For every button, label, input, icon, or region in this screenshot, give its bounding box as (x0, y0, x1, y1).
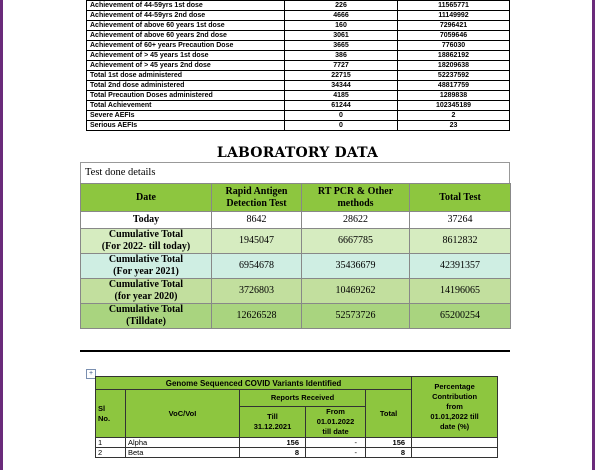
genome-cell-name: Beta (126, 448, 240, 458)
vaccination-label: Total 1st dose administered (87, 71, 285, 81)
vaccination-cumulative: 776030 (398, 41, 510, 51)
genome-cell-till: 156 (240, 438, 306, 448)
lab-header-rtpcr: RT PCR & Other methods (302, 184, 410, 212)
genome-row-alpha (96, 438, 498, 448)
lab-row-tilldate (81, 304, 511, 329)
vaccination-today: 34344 (285, 81, 398, 91)
expand-plus-icon[interactable]: + (86, 369, 96, 379)
genome-cell-total: 156 (366, 438, 412, 448)
laboratory-data-title: LABORATORY DATA (216, 145, 379, 161)
vaccination-cumulative: 7296421 (398, 21, 510, 31)
vaccination-today: 22715 (285, 71, 398, 81)
vaccination-row (87, 71, 510, 81)
genome-row-beta (96, 448, 498, 458)
vaccination-today: 386 (285, 51, 398, 61)
lab-cell-rapid: 8642 (212, 212, 302, 229)
lab-caption: Test done details (80, 162, 510, 183)
vaccination-label: Achievement of 44-59yrs 2nd dose (87, 11, 285, 21)
vaccination-cumulative: 48817759 (398, 81, 510, 91)
vaccination-row (87, 101, 510, 111)
genome-cell-from: - (306, 448, 366, 458)
vaccination-cumulative: 18862192 (398, 51, 510, 61)
genome-cell-pct (412, 438, 498, 448)
vaccination-today: 160 (285, 21, 398, 31)
vaccination-row (87, 41, 510, 51)
lab-cell-rtpcr: 28622 (302, 212, 410, 229)
page-border-left (0, 0, 3, 470)
lab-cell-rtpcr: 52573726 (302, 304, 410, 329)
vaccination-row (87, 21, 510, 31)
vaccination-cumulative: 11565771 (398, 1, 510, 11)
vaccination-row (87, 11, 510, 21)
vaccination-label: Total 2nd dose administered (87, 81, 285, 91)
lab-row-label: Cumulative Total (For year 2021) (81, 254, 212, 279)
lab-cell-total: 14196065 (410, 279, 511, 304)
vaccination-label: Total Precaution Doses administered (87, 91, 285, 101)
genome-cell-sl: 1 (96, 438, 126, 448)
lab-cell-rapid: 1945047 (212, 229, 302, 254)
lab-bottom-rule (80, 350, 510, 352)
vaccination-label: Achievement of above 60 years 2nd dose (87, 31, 285, 41)
vaccination-today: 61244 (285, 101, 398, 111)
vaccination-cumulative: 18209638 (398, 61, 510, 71)
lab-row-2021 (81, 254, 511, 279)
vaccination-today: 4185 (285, 91, 398, 101)
vaccination-cumulative: 102345189 (398, 101, 510, 111)
lab-cell-rapid: 6954678 (212, 254, 302, 279)
vaccination-cumulative: 11149992 (398, 11, 510, 21)
genome-title: Genome Sequenced COVID Variants Identified (96, 377, 412, 390)
genome-title-row (96, 377, 498, 390)
genome-header-pct: Percentage Contribution from 01.01,2022 till date (%) (412, 377, 498, 438)
vaccination-today: 3061 (285, 31, 398, 41)
lab-row-label: Cumulative Total (For 2022- till today) (81, 229, 212, 254)
vaccination-today: 7727 (285, 61, 398, 71)
vaccination-row (87, 1, 510, 11)
lab-header-total: Total Test (410, 184, 511, 212)
vaccination-cumulative: 1289838 (398, 91, 510, 101)
lab-cell-total: 42391357 (410, 254, 511, 279)
vaccination-today: 0 (285, 121, 398, 131)
lab-cell-rtpcr: 10469262 (302, 279, 410, 304)
vaccination-today: 3665 (285, 41, 398, 51)
lab-row-label: Today (81, 212, 212, 229)
vaccination-today: 226 (285, 1, 398, 11)
lab-cell-total: 37264 (410, 212, 511, 229)
lab-cell-total: 65200254 (410, 304, 511, 329)
vaccination-label: Achievement of > 45 years 2nd dose (87, 61, 285, 71)
genome-header-reports: Reports Received (240, 390, 366, 407)
lab-row-2020 (81, 279, 511, 304)
vaccination-row (87, 61, 510, 71)
vaccination-label: Achievement of 60+ years Precaution Dose (87, 41, 285, 51)
vaccination-table (86, 0, 510, 131)
genome-header-from: From 01.01.2022 till date (306, 407, 366, 438)
lab-section (80, 162, 510, 329)
genome-cell-total: 8 (366, 448, 412, 458)
vaccination-label: Achievement of > 45 years 1st dose (87, 51, 285, 61)
lab-cell-total: 8612832 (410, 229, 511, 254)
vaccination-cumulative: 52237592 (398, 71, 510, 81)
lab-row-label: Cumulative Total (Tilldate) (81, 304, 212, 329)
genome-header-till: Till 31.12.2021 (240, 407, 306, 438)
lab-row-label: Cumulative Total (for year 2020) (81, 279, 212, 304)
genome-header-sl: Sl No. (96, 390, 126, 438)
genome-header-total: Total (366, 390, 412, 438)
genome-cell-till: 8 (240, 448, 306, 458)
genome-cell-name: Alpha (126, 438, 240, 448)
vaccination-cumulative: 23 (398, 121, 510, 131)
lab-header-rapid: Rapid Antigen Detection Test (212, 184, 302, 212)
vaccination-today: 0 (285, 111, 398, 121)
genome-cell-pct (412, 448, 498, 458)
lab-table (80, 183, 511, 329)
vaccination-row (87, 121, 510, 131)
lab-cell-rapid: 3726803 (212, 279, 302, 304)
vaccination-cumulative: 2 (398, 111, 510, 121)
genome-cell-from: - (306, 438, 366, 448)
vaccination-row (87, 81, 510, 91)
genome-cell-sl: 2 (96, 448, 126, 458)
vaccination-label: Achievement of above 60 years 1st dose (87, 21, 285, 31)
vaccination-label: Serious AEFIs (87, 121, 285, 131)
vaccination-label: Severe AEFIs (87, 111, 285, 121)
lab-header-date: Date (81, 184, 212, 212)
vaccination-row (87, 91, 510, 101)
vaccination-row (87, 51, 510, 61)
lab-cell-rtpcr: 6667785 (302, 229, 410, 254)
vaccination-label: Achievement of 44-59yrs 1st dose (87, 1, 285, 11)
vaccination-today: 4666 (285, 11, 398, 21)
genome-variants-table (95, 376, 498, 458)
vaccination-row (87, 31, 510, 41)
lab-row-2022 (81, 229, 511, 254)
lab-row-today (81, 212, 511, 229)
lab-header-row (81, 184, 511, 212)
vaccination-label: Total Achievement (87, 101, 285, 111)
vaccination-cumulative: 7059646 (398, 31, 510, 41)
genome-header-voc: VoC/VoI (126, 390, 240, 438)
vaccination-row (87, 111, 510, 121)
lab-cell-rtpcr: 35436679 (302, 254, 410, 279)
lab-cell-rapid: 12626528 (212, 304, 302, 329)
